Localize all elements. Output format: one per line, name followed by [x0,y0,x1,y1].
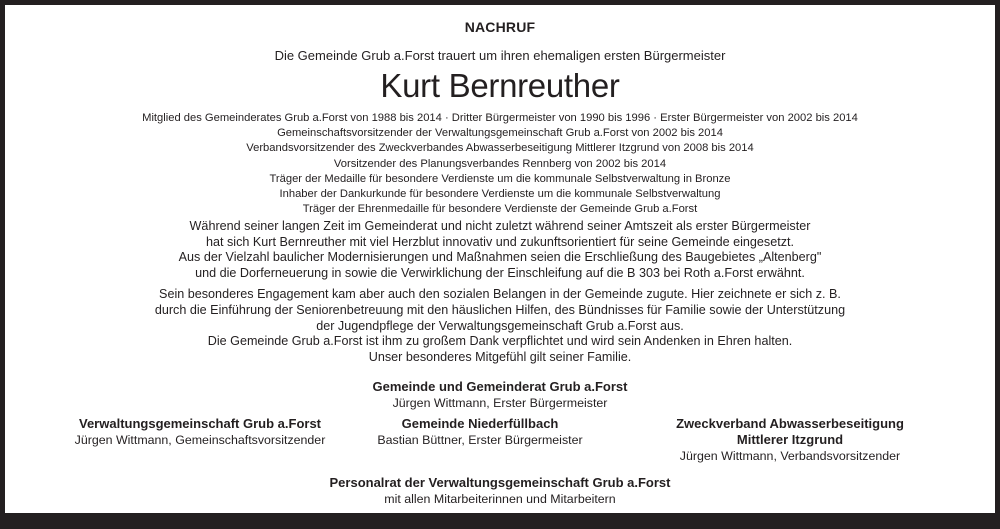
intro-line: Die Gemeinde Grub a.Forst trauert um ihren ehemaligen ersten Bürgermeister [274,48,726,63]
signature-person: Jürgen Wittmann, Erster Bürgermeister [392,396,608,410]
tribute-line: Unser besonderes Mitgefühl gilt seiner Familie. [368,349,632,364]
tribute-line: der Jugendpflege der Verwaltungsgemeinschaft Grub a.Forst aus. [316,318,684,333]
signature-right [645,416,935,464]
role-line: Gemeinschaftsvorsitzender der Verwaltungsgemeinschaft Grub a.Forst von 2002 bis 2014 [277,127,723,140]
signature-org: Gemeinde Niederfüllbach [401,416,559,431]
signature-org: Zweckverband Abwasserbeseitigung [676,416,904,431]
obituary-notice [5,5,995,513]
deceased-name: Kurt Bernreuther [380,67,620,104]
tribute-line: Sein besonderes Engagement kam aber auch den sozialen Belangen in der Gemeinde zugute. Hier zeichnete er sich z. B. [159,287,841,302]
role-line: Träger der Ehrenmedaille für besondere Verdienste der Gemeinde Grub a.Forst [302,203,698,216]
signature-middle [365,416,595,448]
notice-heading: NACHRUF [464,19,536,35]
signature-person: mit allen Mitarbeiterinnen und Mitarbeitern [384,492,616,506]
tribute-line: Während seiner langen Zeit im Gemeinderat und nicht zuletzt während seiner Amtszeit als erster Bürgermeister [189,219,811,233]
signature-person: Jürgen Wittmann, Gemeinschaftsvorsitzender [74,433,326,447]
roles-list [5,111,995,217]
signature-org: Gemeinde und Gemeinderat Grub a.Forst [372,379,628,394]
tribute-line: hat sich Kurt Bernreuther mit viel Herzblut innovativ und zukunftsorientiert für seine Gemeinde eingesetzt. [205,234,794,249]
role-line: Vorsitzender des Planungsverbandes Rennberg von 2002 bis 2014 [333,157,667,170]
role-line: Inhaber der Dankurkunde für besondere Verdienste um die kommunale Selbstverwaltung [279,187,721,200]
tribute-line: durch die Einführung der Seniorenbetreuung mit den häuslichen Hilfen, des Bündnisses für Familie sowie der Unterstützung [154,302,846,317]
signature-person: Bastian Büttner, Erster Bürgermeister [377,433,583,447]
tribute-text [5,219,995,365]
signature-org: Mittlerer Itzgrund [736,432,844,447]
role-line: Mitglied des Gemeinderates Grub a.Forst von 1988 bis 2014 · Dritter Bürgermeister von 1990 bis 1996 · Erster Bürgermeister von 2002 bis 2014 [142,112,858,124]
role-line: Träger der Medaille für besondere Verdienste um die kommunale Selbstverwaltung in Bronze [269,172,731,185]
role-line: Verbandsvorsitzender des Zweckverbandes Abwasserbeseitigung Mittlerer Itzgrund von 2008 bis 2014 [246,142,754,155]
signature-left [55,416,345,448]
tribute-line: Die Gemeinde Grub a.Forst ist ihm zu großem Dank verpflichtet und wird sein Andenken in Ehren halten. [207,334,793,349]
tribute-line: und die Dorferneuerung in sowie die Verwirklichung der Einschleifung auf die B 303 bei Roth a.Forst erwähnt. [195,265,805,280]
signature-org: Verwaltungsgemeinschaft Grub a.Forst [79,416,321,431]
tribute-line: Aus der Vielzahl baulicher Modernisierungen und Maßnahmen seien die Erschließung des Baugebietes „Altenberg" [178,250,822,265]
signature-person: Jürgen Wittmann, Verbandsvorsitzender [679,449,901,463]
signature-main [5,379,995,411]
signature-bottom [5,475,995,507]
signature-org: Personalrat der Verwaltungsgemeinschaft Grub a.Forst [329,475,671,490]
